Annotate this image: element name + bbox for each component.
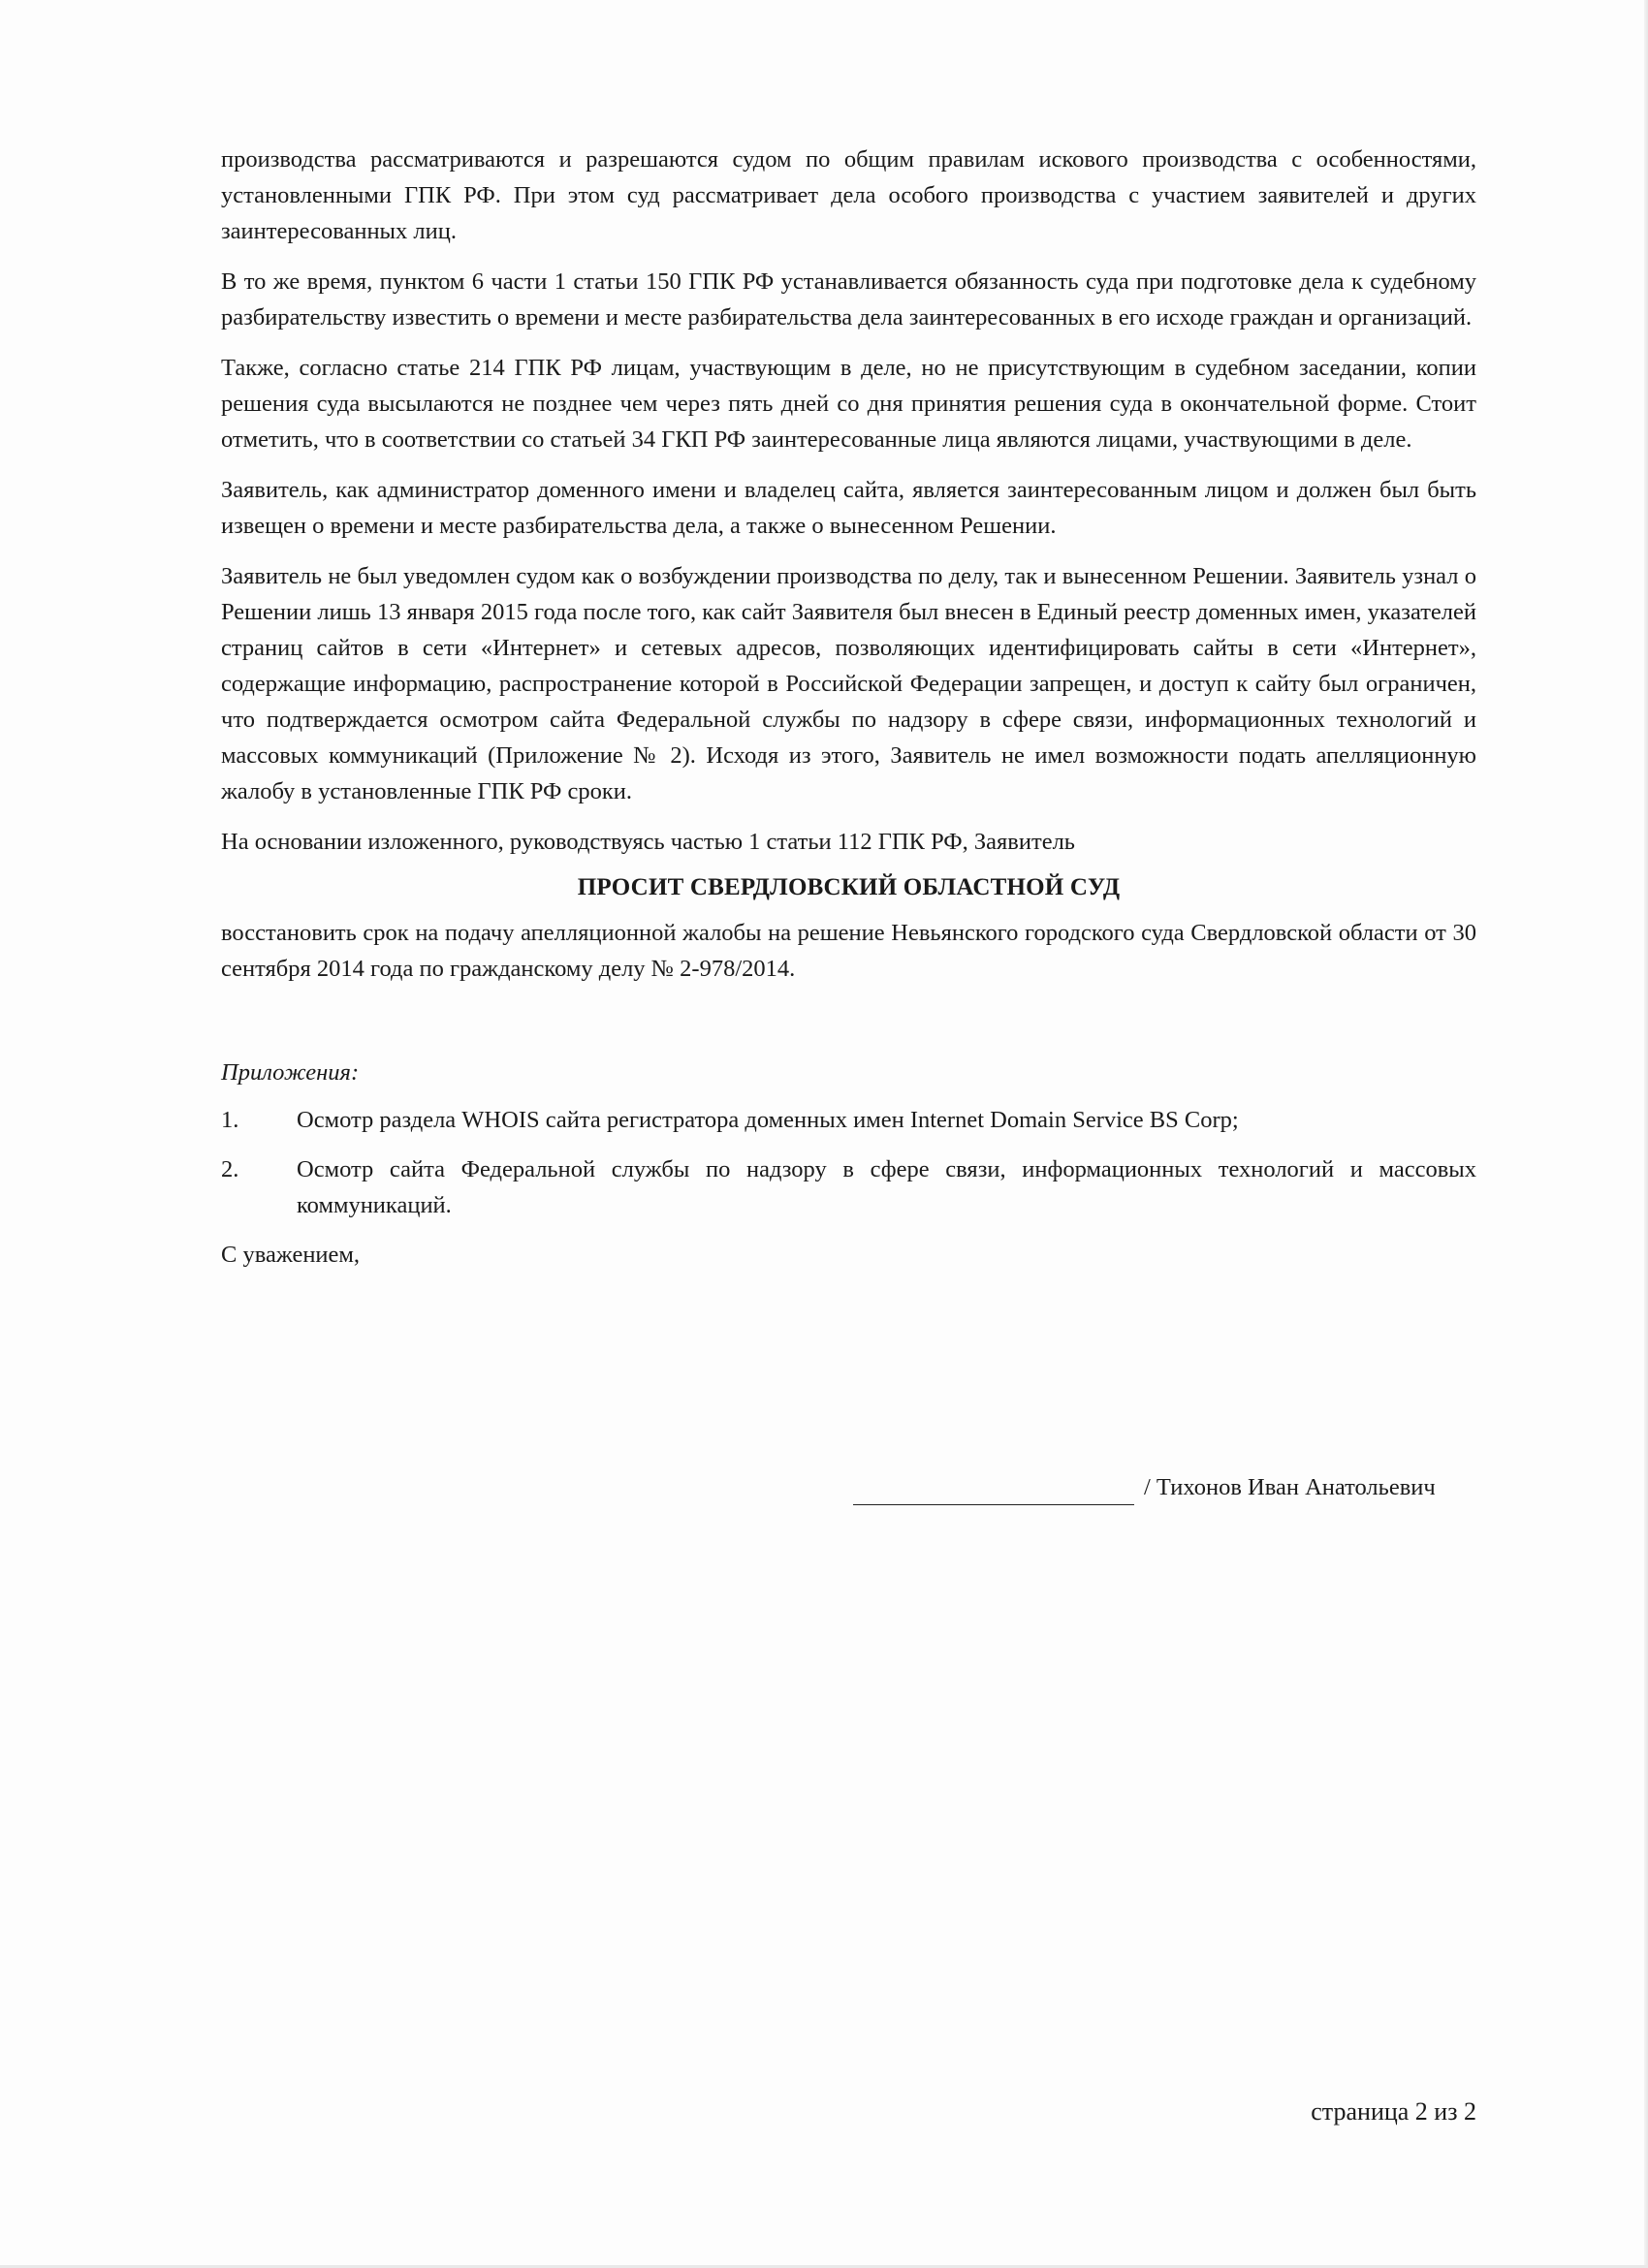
request-text: восстановить срок на подачу апелляционной жалобы на решение Невьянского городского суда Свердловской области от 30 сентября 2014 года по гражданскому делу № 2-978/2014. bbox=[221, 920, 1476, 982]
body-paragraph-3: Также, согласно статье 214 ГПК РФ лицам, участвующим в деле, но не присутствующим в судебном заседании, копии решения суда высылаются не позднее чем через пять дней со дня принятия решения суда в окончательной форме. Стоит отметить, что в соответствии со статьей 34 ГКП РФ заинтересованные лица являются лицами, участвующими в деле. bbox=[221, 355, 1476, 453]
signature-line bbox=[853, 1479, 1134, 1505]
scan-edge bbox=[1644, 0, 1648, 2268]
closing-salutation: С уважением, bbox=[221, 1242, 361, 1268]
attachments-title: Приложения: bbox=[221, 1059, 360, 1086]
body-paragraph-5: Заявитель не был уведомлен судом как о возбуждении производства по делу, так и вынесенном Решении. Заявитель узнал о Решении лишь 13 января 2015 года после того, как сайт Заявителя был внесен в Единый реестр доменных имен, указателей страниц сайтов в сети «Интернет» и сетевых адресов, позволяющих идентифицировать сайты в сети «Интернет», содержащие информацию, распространение которой в Российской Федерации запрещен, и доступ к сайту был ограничен, что подтверждается осмотром сайта Федеральной службы по надзору в сфере связи, информационных технологий и массовых коммуникаций (Приложение № 2). Исходя из этого, Заявитель не имел возможности подать апелляционную жалобу в установленные ГПК РФ сроки. bbox=[221, 563, 1476, 804]
body-paragraph-6: На основании изложенного, руководствуясь частью 1 статьи 112 ГПК РФ, Заявитель bbox=[221, 829, 1075, 855]
attachment-item bbox=[221, 1151, 1476, 1223]
body-paragraph-4: Заявитель, как администратор доменного имени и владелец сайта, является заинтересованным лицом и должен был быть извещен о времени и месте разбирательства дела, а также о вынесенном Решении. bbox=[221, 477, 1476, 539]
request-heading: ПРОСИТ СВЕРДЛОВСКИЙ ОБЛАСТНОЙ СУД bbox=[577, 874, 1121, 900]
attachment-item bbox=[221, 1102, 1476, 1138]
page-number: страница 2 из 2 bbox=[1311, 2097, 1476, 2126]
attachments-list bbox=[221, 1102, 1476, 1223]
attachment-number: 1. bbox=[221, 1107, 239, 1133]
attachment-text: Осмотр раздела WHOIS сайта регистратора доменных имен Internet Domain Service BS Corp; bbox=[297, 1107, 1239, 1133]
attachment-number: 2. bbox=[221, 1156, 239, 1182]
signature-block bbox=[853, 1469, 1436, 1505]
attachment-text: Осмотр сайта Федеральной службы по надзору в сфере связи, информационных технологий и массовых коммуникаций. bbox=[297, 1156, 1476, 1218]
body-paragraph-1: производства рассматриваются и разрешаются судом по общим правилам искового производства с особенностями, установленными ГПК РФ. При этом суд рассматривает дела особого производства с участием заявителей и других заинтересованных лиц. bbox=[221, 146, 1476, 244]
body-paragraph-2: В то же время, пунктом 6 части 1 статьи 150 ГПК РФ устанавливается обязанность суда при подготовке дела к судебному разбирательству известить о времени и месте разбирательства дела заинтересованных в его исходе граждан и организаций. bbox=[221, 268, 1476, 331]
signatory-name: / Тихонов Иван Анатольевич bbox=[1144, 1474, 1436, 1500]
document-body bbox=[221, 142, 1476, 1273]
